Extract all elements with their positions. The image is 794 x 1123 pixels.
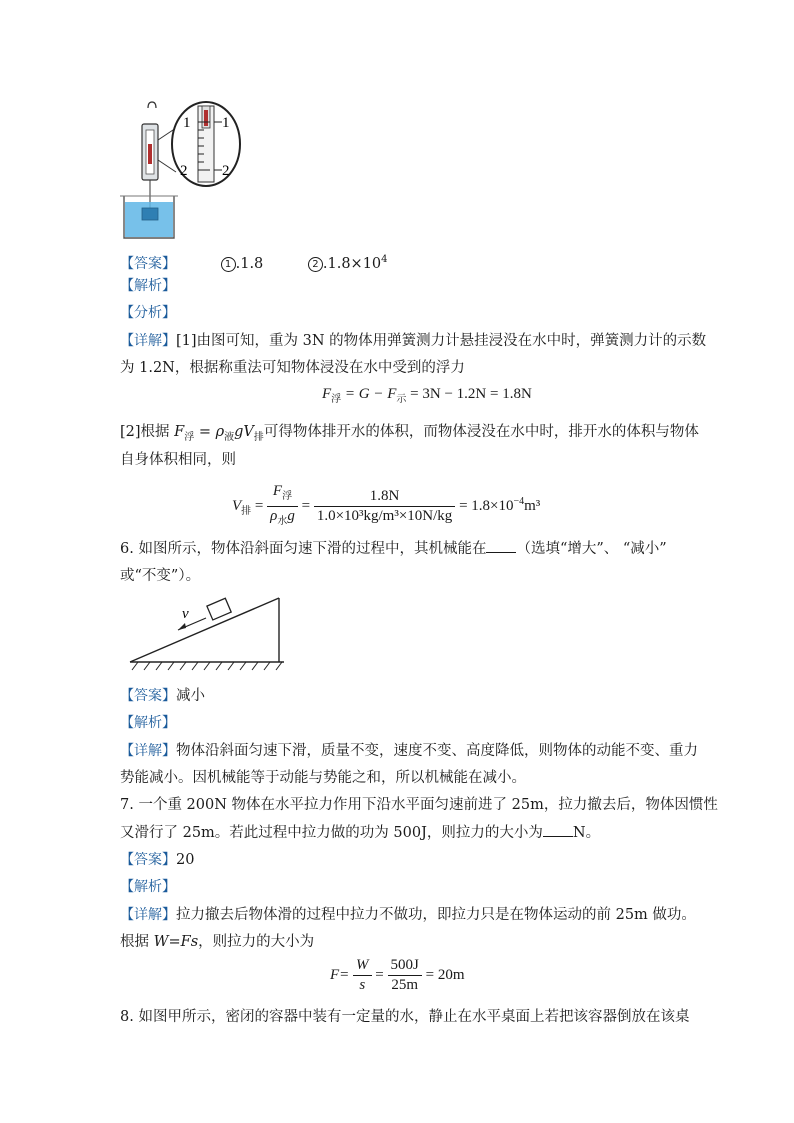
eq1-f: F (322, 386, 332, 402)
q5-answer-label: 【答案】 (120, 255, 176, 272)
eq2-den-g: g (287, 508, 295, 524)
q5-analysis-tag: 【解析】 (120, 278, 176, 294)
q6-analysis-tag: 【解析】 (120, 715, 176, 731)
q6-analysis-label (120, 713, 176, 733)
q5-answer-1 (221, 254, 264, 274)
q5-detail-line-1 (120, 331, 706, 351)
q7-eq-fraction-1 (353, 956, 372, 995)
q5-equation-1 (322, 386, 532, 405)
detail2-pre: [2]根据 (120, 424, 175, 440)
q5-detail-line-2: 为 1.2N，根据称重法可知物体浸没在水中受到的浮力 (120, 360, 465, 376)
eq2-result-unit: m³ (524, 497, 541, 514)
q6-question-line-1 (120, 538, 667, 559)
q6-answer-line (120, 686, 205, 706)
q7-eq-den2: 25m (391, 977, 419, 993)
q5-detail-text-1: [1]由图可知，重为 3N 的物体用弹簧测力计悬挂浸没在水中时，弹簧测力计的示数 (176, 333, 707, 349)
q7-detail-line-2 (120, 932, 314, 952)
eq2-sub-pai: 排 (241, 505, 252, 517)
eq2-num-sub: 浮 (282, 491, 293, 502)
q7-answer-tag: 【答案】 (120, 852, 176, 868)
q7-formula: W=Fs (153, 934, 199, 950)
q7-eq-fraction-2 (388, 956, 422, 995)
scale-mark-top-left: 1 (183, 115, 191, 131)
q5-answer-line (120, 250, 388, 274)
eq1-rhs: = G − F (341, 386, 397, 402)
q6-answer-tag: 【答案】 (120, 688, 176, 704)
q7-answer-value: 20 (176, 852, 195, 868)
q7-detail-2-pre: 根据 (120, 934, 154, 950)
q7-eq-result: = 20m (425, 966, 465, 983)
q7-eq-num2: 500J (388, 956, 422, 976)
q6-question-line-2: 或“不变”）。 (120, 568, 201, 584)
eq2-fraction-1 (267, 482, 298, 531)
circled-number-1: 1 (221, 257, 236, 272)
q7-text-2: 又滑行了 25m。若此过程中拉力做的功为 500J，则拉力的大小为 (120, 825, 543, 841)
q5-detail-tag: 【详解】 (120, 333, 176, 349)
q7-eq-f: F= (330, 966, 350, 983)
q6-detail-text-1: 物体沿斜面匀速下滑，质量不变，速度不变、高度降低，则物体的动能不变、重力 (176, 743, 698, 759)
q5-fenxi-tag: 【分析】 (120, 305, 176, 321)
q8-question-line-1: 8. 如图甲所示，密闭的容器中装有一定量的水，静止在水平桌面上若把该容器倒放在该桌 (120, 1009, 690, 1025)
eq2-num-f: F (272, 483, 283, 499)
incline-figure (124, 592, 294, 672)
q5-equation-2: $V_排$ = $\frac{F_浮}{\rho_水g}$ = $\frac{1.8N}{\text{1.0×10³kg/m³×10N/kg}}$ = $1.8\times 10^{-4}m^3$ (232, 482, 540, 531)
q5-fenxi-label (120, 303, 176, 323)
q5-detail2-line-1 (120, 422, 699, 448)
q7-question-line-2 (120, 822, 600, 843)
q7-question-line-1: 7. 一个重 200N 物体在水平拉力作用下沿水平面匀速前进了 25m，拉力撤去后，物体因惯性 (120, 797, 718, 813)
q6-detail-line-1 (120, 741, 698, 761)
detail2-sub-pai: 排 (253, 431, 264, 443)
q5-analysis-label (120, 276, 176, 296)
q7-answer-line (120, 850, 194, 870)
q5-detail2-line-2: 自身体积相同，则 (120, 452, 236, 468)
q7-text-2-post: N。 (572, 825, 601, 841)
q7-analysis-label (120, 877, 176, 897)
q6-answer-value: 减小 (176, 688, 205, 704)
eq1-sub-fu: 浮 (331, 394, 342, 405)
q6-detail-line-2: 势能减小。因机械能等于动能与势能之和，所以机械能在减小。 (120, 770, 526, 786)
eq2-num2: 1.8N (314, 487, 456, 507)
spring-scale-figure (118, 100, 258, 240)
detail2-rho: = ρ (194, 424, 225, 440)
q5-answer-2-value: .1.8×10 (322, 255, 382, 272)
detail2-post: 可得物体排开水的体积，而物体浸没在水中时，排开水的体积与物体 (263, 424, 699, 440)
eq2-den-sub: 水 (277, 516, 288, 527)
eq1-sub-shi: 示 (396, 394, 407, 405)
detail2-f: F (174, 424, 185, 440)
q5-answer-2 (308, 250, 388, 274)
eq2-fraction-2 (314, 487, 456, 526)
q7-blank (543, 822, 573, 837)
q6-blank (486, 538, 516, 553)
scale-mark-bottom-left: 2 (180, 163, 188, 179)
q6-text-1: 6. 如图所示，物体沿斜面匀速下滑的过程中，其机械能在 (120, 541, 487, 557)
eq2-result-exp: −4 (513, 495, 525, 507)
detail2-sub-ye: 液 (224, 431, 235, 443)
q6-text-1-post: （选填“增大”、 “减小” (516, 541, 667, 557)
scale-mark-top-right: 1 (222, 115, 230, 131)
velocity-label: v (182, 606, 189, 622)
detail2-sub-fu: 浮 (184, 431, 195, 443)
circled-number-2: 2 (308, 257, 323, 272)
q5-answer-2-exponent: 4 (381, 254, 388, 265)
eq2-result: = 1.8×10 (459, 497, 514, 514)
scale-mark-bottom-right: 2 (222, 163, 230, 179)
q7-detail-tag: 【详解】 (120, 907, 176, 923)
q6-detail-tag: 【详解】 (120, 743, 176, 759)
q7-detail-line-1 (120, 905, 696, 925)
q7-eq-den1: s (359, 977, 366, 993)
q5-answer-1-value: .1.8 (235, 255, 264, 272)
detail2-gv: gV (234, 424, 254, 440)
eq2-den-rho: ρ (270, 508, 278, 524)
q7-detail-text-1: 拉力撤去后物体滑的过程中拉力不做功，即拉力只是在物体运动的前 25m 做功。 (176, 907, 696, 923)
q7-eq-num1: W (353, 956, 372, 976)
eq2-v: V (232, 497, 242, 514)
eq2-den2: 1.0×10³kg/m³×10N/kg (316, 508, 453, 524)
q7-detail-2-post: ，则拉力的大小为 (198, 934, 315, 950)
eq1-tail: = 3N − 1.2N = 1.8N (406, 386, 532, 402)
q7-equation: F= $\frac{W}{s}$ = $\frac{500J}{25m}$ = 20m (330, 957, 465, 993)
q7-analysis-tag: 【解析】 (120, 879, 176, 895)
